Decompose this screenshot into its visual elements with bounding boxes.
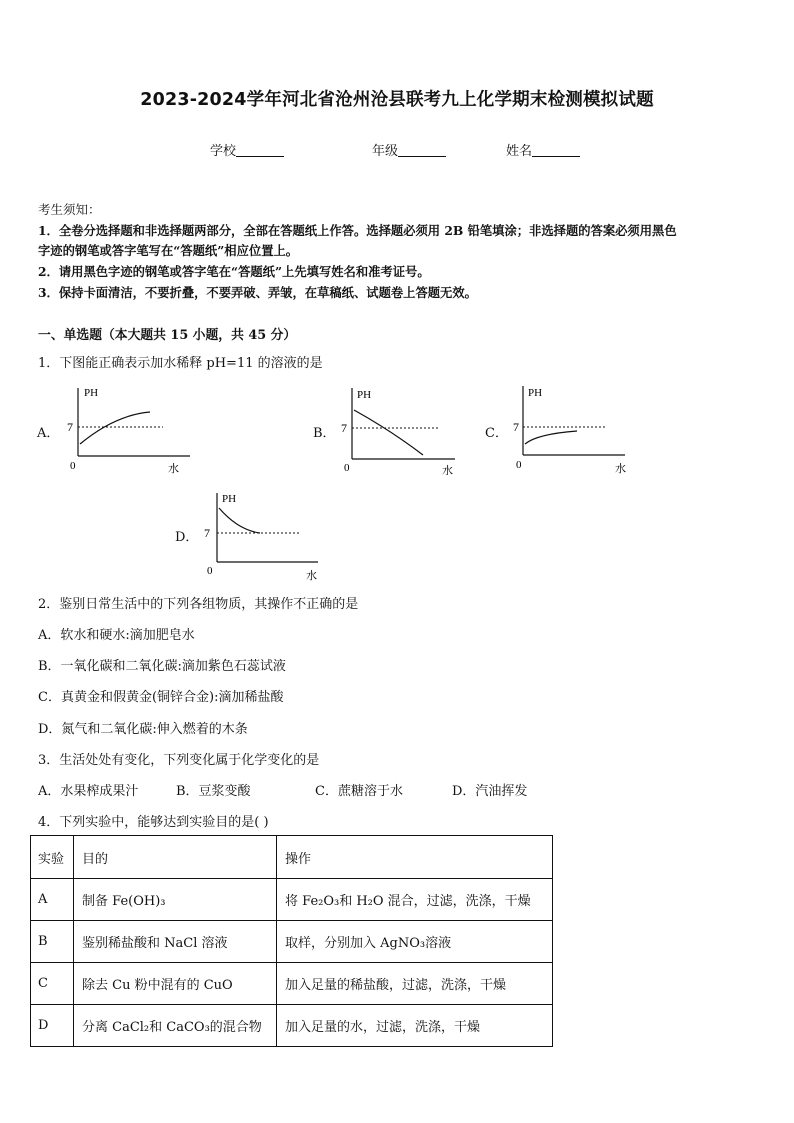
q2-option-d: D．氮气和二氧化碳:伸入燃着的木条	[38, 722, 248, 737]
grade-blank	[398, 143, 446, 157]
q2-option-b: B．一氧化碳和二氧化碳:滴加紫色石蕊试液	[38, 659, 286, 674]
row-goal: 鉴别稀盐酸和 NaCl 溶液	[74, 921, 277, 963]
school-blank	[236, 143, 284, 157]
origin-label: 0	[344, 462, 350, 474]
row-label: A	[31, 879, 74, 921]
x-axis-label: 水	[306, 570, 317, 582]
q4-table	[30, 835, 553, 1047]
row-operation: 加入足量的稀盐酸，过滤，洗涤，干燥	[277, 963, 553, 1005]
q2-option-c: C．真黄金和假黄金(铜锌合金):滴加稀盐酸	[38, 690, 284, 705]
notice-item-3: 3．保持卡面清洁，不要折叠，不要弄破、弄皱，在草稿纸、试题卷上答题无效。	[38, 285, 477, 300]
y-axis-label: PH	[357, 389, 372, 401]
q1-graph-a	[60, 380, 200, 475]
q1-stem: 1．下图能正确表示加水稀释 pH=11 的溶液的是	[38, 356, 323, 371]
y-axis-label: PH	[528, 387, 543, 399]
row-operation: 加入足量的水，过滤，洗涤，干燥	[277, 1005, 553, 1047]
q4-stem: 4．下列实验中，能够达到实验目的是( )	[38, 815, 269, 830]
row-goal: 分离 CaCl₂和 CaCO₃的混合物	[74, 1005, 277, 1047]
header-experiment: 实验	[31, 836, 74, 879]
grade-field	[372, 140, 446, 159]
q3-option-a: A．水果榨成果汁	[38, 784, 139, 799]
grade-label: 年级	[372, 144, 399, 159]
row-label: B	[31, 921, 74, 963]
page-title: 2023-2024学年河北省沧州沧县联考九上化学期末检测模拟试题	[140, 90, 654, 110]
table-header-row	[31, 836, 553, 879]
row-goal: 除去 Cu 粉中混有的 CuO	[74, 963, 277, 1005]
ph-curve	[354, 410, 423, 455]
row-label: D	[31, 1005, 74, 1047]
notice-item-1-cont: 字迹的钢笔或答字笔写在“答题纸”相应位置上。	[38, 243, 299, 258]
ph-curve	[219, 508, 260, 533]
ref-label: 7	[204, 526, 210, 540]
origin-label: 0	[207, 565, 213, 577]
y-axis-label: PH	[222, 493, 237, 505]
notice-item-2: 2．请用黑色字迹的钢笔或答字笔在“答题纸”上先填写姓名和准考证号。	[38, 264, 430, 279]
q1-option-c-label: C．	[485, 426, 508, 441]
x-axis-label: 水	[615, 463, 626, 475]
row-operation: 取样，分别加入 AgNO₃溶液	[277, 921, 553, 963]
origin-label: 0	[516, 459, 522, 471]
ph-curve	[80, 412, 150, 444]
header-goal: 目的	[74, 836, 277, 879]
name-blank	[532, 143, 580, 157]
q3-stem: 3．生活处处有变化，下列变化属于化学变化的是	[38, 753, 320, 768]
header-operation: 操作	[277, 836, 553, 879]
row-label: C	[31, 963, 74, 1005]
q3-option-c: C．蔗糖溶于水	[315, 784, 403, 799]
notice-heading: 考生须知：	[38, 202, 101, 217]
y-axis-label: PH	[84, 387, 99, 399]
name-field	[506, 140, 580, 159]
table-row	[31, 879, 553, 921]
q1-graph-b	[335, 380, 465, 475]
q1-graph-c	[507, 380, 637, 475]
school-field	[210, 140, 284, 159]
q1-option-a-label: A．	[37, 426, 60, 441]
q3-option-b: B．豆浆变酸	[176, 784, 251, 799]
q1-option-d-label: D．	[175, 530, 199, 545]
ref-label: 7	[513, 420, 519, 434]
origin-label: 0	[70, 460, 76, 472]
x-axis-label: 水	[168, 463, 179, 475]
q1-graph-d	[198, 488, 328, 583]
section-heading: 一、单选题（本大题共 15 小题，共 45 分）	[38, 328, 297, 343]
school-label: 学校	[210, 144, 237, 159]
row-operation: 将 Fe₂O₃和 H₂O 混合，过滤，洗涤，干燥	[277, 879, 553, 921]
q3-option-d: D．汽油挥发	[452, 784, 528, 799]
q2-stem: 2．鉴别日常生活中的下列各组物质，其操作不正确的是	[38, 597, 359, 612]
table-row	[31, 963, 553, 1005]
ref-label: 7	[341, 421, 347, 435]
ph-curve	[525, 431, 577, 444]
x-axis-label: 水	[442, 465, 453, 475]
q2-option-a: A．软水和硬水:滴加肥皂水	[38, 628, 195, 643]
row-goal: 制备 Fe(OH)₃	[74, 879, 277, 921]
table-row	[31, 1005, 553, 1047]
table-row	[31, 921, 553, 963]
q1-option-b-label: B．	[313, 426, 336, 441]
ref-label: 7	[67, 420, 73, 434]
notice-item-1: 1．全卷分选择题和非选择题两部分，全部在答题纸上作答。选择题必须用 2B 铅笔填涂；非选择题的答案必须用黑色	[38, 223, 677, 238]
name-label: 姓名	[506, 144, 533, 159]
